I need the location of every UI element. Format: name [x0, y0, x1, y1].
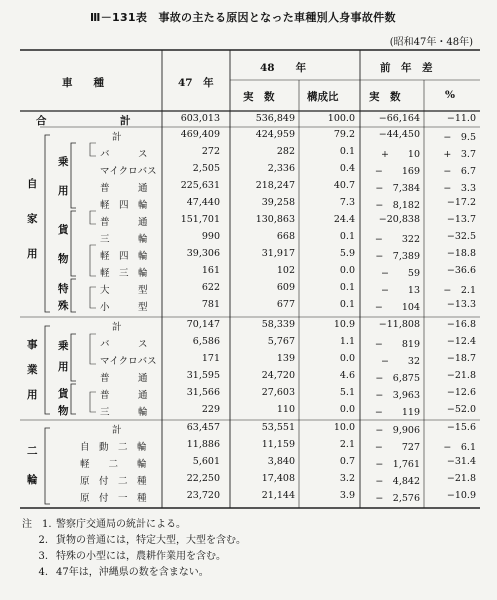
cell-ratio-48: 0.1 — [339, 231, 355, 242]
note-line — [22, 533, 246, 549]
cell-count-47: 31,566 — [186, 387, 220, 398]
cell-count-47: 70,147 — [186, 319, 220, 330]
row-label: 普 通 — [100, 390, 148, 401]
cell-diff-pct: −12.6 — [446, 387, 476, 398]
subgroup-passenger-1 — [58, 154, 69, 198]
cell-diff-pct: −13.3 — [446, 299, 476, 310]
note-text: 47年は，沖縄県の数を含まない。 — [56, 567, 209, 578]
group-two-wheel — [27, 443, 38, 487]
cell-ratio-48: 0.7 — [339, 456, 355, 467]
row-label: マイクロバス — [100, 166, 157, 177]
cell-ratio-48: 79.2 — [333, 129, 355, 140]
row-label: 普 通 — [100, 373, 148, 384]
cell-diff-count: − 6,875 — [375, 373, 420, 384]
group-char: 用 — [27, 389, 38, 401]
header-year-47: 47 年 — [178, 77, 214, 89]
cell-diff-count: − 13 — [380, 285, 420, 296]
cell-count-47: 225,631 — [180, 180, 220, 191]
cell-diff-pct: −13.7 — [446, 214, 476, 225]
cell-diff-pct: −18.7 — [446, 353, 476, 364]
cell-ratio-48: 4.6 — [339, 370, 355, 381]
row-label: 原 付 二 種 — [80, 476, 147, 487]
subgroup-char: 貨 — [58, 388, 69, 400]
cell-diff-count: − 104 — [374, 302, 420, 313]
cell-ratio-48: 0.1 — [339, 282, 355, 293]
cell-count-48: 677 — [276, 299, 295, 310]
cell-diff-pct: − 3.3 — [443, 183, 476, 194]
row-label: 原 付 一 種 — [80, 493, 147, 504]
cell-count-48: 102 — [276, 265, 295, 276]
cell-count-47: 47,440 — [186, 197, 220, 208]
cell-count-48: 110 — [276, 404, 295, 415]
cell-ratio-48: 0.0 — [339, 404, 355, 415]
subgroup-char: 乗 — [58, 340, 69, 352]
cell-ratio-48: 2.1 — [339, 439, 355, 450]
cell-ratio-48: 5.1 — [339, 387, 355, 398]
note-number: 2. — [38, 535, 48, 546]
note-number: 注 1. — [22, 519, 52, 530]
cell-diff-pct: −52.0 — [446, 404, 476, 415]
row-label: 三 輪 — [100, 407, 148, 418]
cell-count-48: 3,840 — [267, 456, 295, 467]
cell-diff-count: −11,808 — [378, 319, 420, 330]
cell-diff-pct: −18.8 — [446, 248, 476, 259]
cell-count-47: 781 — [201, 299, 220, 310]
row-label: 三 輪 — [100, 234, 148, 245]
cell-ratio-48: 0.0 — [339, 265, 355, 276]
header-count-48: 実 数 — [243, 91, 275, 103]
cell-ratio-48: 3.9 — [339, 490, 355, 501]
cell-diff-count: − 2,576 — [375, 493, 420, 504]
cell-count-48: 11,159 — [261, 439, 295, 450]
subgroup-char: 特 — [58, 283, 69, 295]
cell-diff-count: − 9,906 — [375, 425, 420, 436]
header-ratio-48: 構成比 — [307, 91, 339, 103]
cell-ratio-48: 10.9 — [333, 319, 355, 330]
row-label: 普 通 — [100, 217, 148, 228]
cell-diff-pct: −17.2 — [446, 197, 476, 208]
cell-count-48: 130,863 — [255, 214, 295, 225]
row-label: 軽 四 輪 — [100, 251, 148, 262]
row-label: 軽 三 輪 — [100, 268, 148, 279]
group-char: 用 — [27, 248, 38, 260]
cell-ratio-48: 10.0 — [333, 422, 355, 433]
cell-count-47: 990 — [201, 231, 220, 242]
cell-count-48: 139 — [276, 353, 295, 364]
cell-diff-count: − 59 — [380, 268, 420, 279]
row-label: バ ス — [100, 339, 148, 350]
cell-diff-pct: −21.8 — [446, 473, 476, 484]
cell-diff-pct: −21.8 — [446, 370, 476, 381]
row-label: 計 — [112, 425, 122, 436]
cell-diff-count: − 7,389 — [375, 251, 420, 262]
cell-diff-count: − 727 — [374, 442, 420, 453]
cell-count-48: 53,551 — [261, 422, 295, 433]
cell-diff-count: − 119 — [374, 407, 420, 418]
cell-diff-count: − 4,842 — [375, 476, 420, 487]
cell-diff-pct: −32.5 — [446, 231, 476, 242]
cell-count-47: 5,601 — [192, 456, 220, 467]
row-label: 小 型 — [100, 302, 148, 313]
subgroup-special — [58, 281, 69, 313]
subgroup-cargo-1 — [58, 222, 69, 266]
cell-diff-pct: + 3.7 — [443, 149, 476, 160]
row-label: 合 計 — [36, 115, 131, 127]
cell-count-48: 5,767 — [267, 336, 295, 347]
row-label: マイクロバス — [100, 356, 157, 367]
cell-diff-count: − 8,182 — [375, 200, 420, 211]
cell-diff-pct: − 6.1 — [443, 442, 476, 453]
cell-count-47: 469,409 — [180, 129, 220, 140]
note-line — [22, 565, 246, 581]
cell-count-47: 22,250 — [186, 473, 220, 484]
cell-count-47: 272 — [201, 146, 220, 157]
cell-count-47: 39,306 — [186, 248, 220, 259]
table-subtitle: (昭和47年・48年) — [389, 37, 473, 48]
cell-ratio-48: 0.1 — [339, 146, 355, 157]
cell-ratio-48: 24.4 — [333, 214, 355, 225]
cell-ratio-48: 0.0 — [339, 353, 355, 364]
cell-diff-count: − 169 — [374, 166, 420, 177]
group-char: 業 — [27, 364, 38, 376]
cell-count-47: 2,505 — [192, 163, 220, 174]
subgroup-char: 貨 — [58, 224, 69, 236]
cell-count-48: 21,144 — [261, 490, 295, 501]
note-text: 貨物の普通には，特定大型，大型を含む。 — [56, 535, 246, 546]
cell-count-48: 24,720 — [261, 370, 295, 381]
cell-diff-pct: −12.4 — [446, 336, 476, 347]
cell-diff-pct: −36.6 — [446, 265, 476, 276]
row-label: 普 通 — [100, 183, 148, 194]
cell-count-47: 622 — [201, 282, 220, 293]
row-label: 大 型 — [100, 285, 148, 296]
cell-count-47: 63,457 — [186, 422, 220, 433]
cell-count-48: 31,917 — [261, 248, 295, 259]
subgroup-char: 殊 — [58, 300, 69, 312]
note-number: 4. — [38, 567, 48, 578]
table-title: Ⅲ－131表 事故の主たる原因となった車種別人身事故件数 — [90, 11, 396, 24]
cell-diff-count: −44,450 — [378, 129, 420, 140]
cell-count-47: 171 — [201, 353, 220, 364]
cell-count-48: 609 — [276, 282, 295, 293]
cell-ratio-48: 0.1 — [339, 299, 355, 310]
group-char: 家 — [27, 213, 38, 225]
cell-count-47: 6,586 — [192, 336, 220, 347]
cell-diff-pct: −31.4 — [446, 456, 476, 467]
cell-count-48: 27,603 — [261, 387, 295, 398]
cell-diff-pct: − 6.7 — [443, 166, 476, 177]
row-label: 計 — [112, 322, 122, 333]
subgroup-char: 物 — [58, 405, 69, 417]
row-label: 計 — [112, 132, 122, 143]
note-number: 3. — [38, 551, 48, 562]
cell-diff-count: −20,838 — [378, 214, 420, 225]
header-pct-diff: % — [445, 89, 455, 101]
cell-diff-count: − 1,761 — [375, 459, 420, 470]
cell-count-47: 161 — [201, 265, 220, 276]
cell-count-48: 218,247 — [255, 180, 295, 191]
note-text: 警察庁交通局の統計による。 — [56, 519, 186, 530]
cell-diff-count: − 3,963 — [375, 390, 420, 401]
note-line — [22, 549, 246, 565]
group-char: 二 — [27, 445, 38, 457]
row-label: バ ス — [100, 149, 148, 160]
subgroup-char: 乗 — [58, 156, 69, 168]
subgroup-passenger-2 — [58, 338, 69, 374]
cell-count-48: 668 — [276, 231, 295, 242]
subgroup-char: 用 — [58, 361, 69, 373]
cell-count-48: 2,336 — [267, 163, 295, 174]
cell-diff-pct: −16.8 — [446, 319, 476, 330]
cell-diff-pct: −15.6 — [446, 422, 476, 433]
cell-diff-pct: −11.0 — [446, 113, 476, 124]
cell-diff-count: − 7,384 — [375, 183, 420, 194]
cell-ratio-48: 40.7 — [333, 180, 355, 191]
subgroup-char: 物 — [58, 253, 69, 265]
cell-diff-pct: − 2.1 — [443, 285, 476, 296]
group-char: 自 — [27, 178, 38, 190]
cell-ratio-48: 5.9 — [339, 248, 355, 259]
cell-diff-count: − 32 — [380, 356, 420, 367]
cell-count-47: 151,701 — [180, 214, 220, 225]
cell-ratio-48: 7.3 — [339, 197, 355, 208]
cell-count-47: 11,886 — [186, 439, 220, 450]
note-line — [22, 517, 246, 533]
cell-count-47: 31,595 — [186, 370, 220, 381]
cell-count-48: 58,339 — [261, 319, 295, 330]
cell-diff-count: + 10 — [380, 149, 420, 160]
cell-count-48: 39,258 — [261, 197, 295, 208]
notes — [22, 517, 246, 581]
cell-diff-pct: −10.9 — [446, 490, 476, 501]
cell-ratio-48: 1.1 — [339, 336, 355, 347]
group-char: 事 — [27, 339, 38, 351]
cell-ratio-48: 0.4 — [339, 163, 355, 174]
cell-count-48: 282 — [276, 146, 295, 157]
note-text: 特殊の小型には，農耕作業用を含む。 — [56, 551, 226, 562]
cell-count-47: 603,013 — [180, 113, 220, 124]
cell-count-48: 17,408 — [261, 473, 295, 484]
cell-diff-count: − 322 — [374, 234, 420, 245]
cell-diff-count: − 819 — [374, 339, 420, 350]
cell-diff-count: −66,164 — [378, 113, 420, 124]
cell-ratio-48: 100.0 — [327, 113, 355, 124]
cell-count-48: 536,849 — [255, 113, 295, 124]
subgroup-cargo-2 — [58, 386, 69, 418]
cell-count-47: 23,720 — [186, 490, 220, 501]
cell-count-47: 229 — [201, 404, 220, 415]
group-private — [27, 176, 38, 261]
header-diff: 前 年 差 — [380, 62, 433, 74]
row-label: 軽 二 輪 — [80, 459, 147, 470]
row-label: 自 動 二 輪 — [80, 442, 147, 453]
cell-diff-pct: − 9.5 — [443, 132, 476, 143]
header-kind: 車 種 — [62, 77, 104, 89]
header-year-48: 48 年 — [260, 62, 307, 74]
header-count-diff: 実 数 — [369, 91, 401, 103]
group-char: 輪 — [27, 474, 38, 486]
row-label: 軽 四 輪 — [100, 200, 148, 211]
group-commercial — [27, 337, 38, 402]
cell-ratio-48: 3.2 — [339, 473, 355, 484]
subgroup-char: 用 — [58, 185, 69, 197]
cell-count-48: 424,959 — [255, 129, 295, 140]
